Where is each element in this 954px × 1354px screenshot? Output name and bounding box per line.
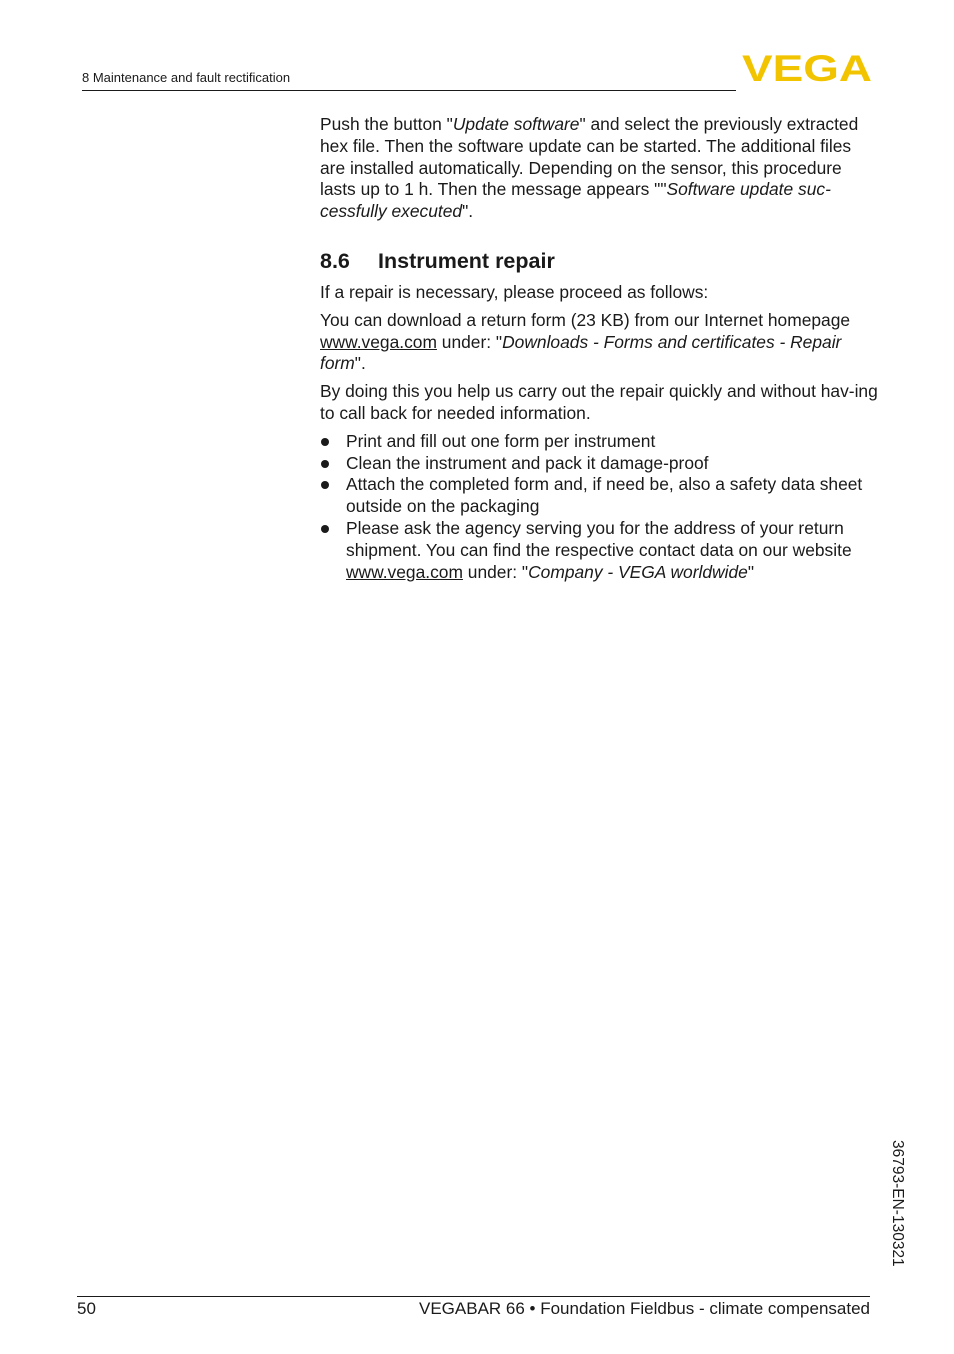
svg-text:VEGA: VEGA [742,52,872,84]
page-number: 50 [77,1299,96,1318]
footer-divider [77,1296,870,1297]
vega-logo [742,52,872,84]
vega-website-link[interactable]: www.vega.com [346,561,463,582]
return-form-paragraph: You can download a return form (23 KB) from our Internet homepage www.vega.com under: "Downloads - Forms and certificates - Repair form". [320,309,851,374]
section-heading [320,248,880,274]
section-title: Instrument repair [378,248,555,273]
section-number: 8.6 [320,248,350,273]
repair-steps-list [320,431,880,584]
document-id: 36793-EN-130321 [889,1140,906,1267]
main-content [320,114,880,583]
list-item: Clean the instrument and pack it damage-proof [320,453,880,475]
running-header: 8 Maintenance and fault rectification [82,70,291,85]
bullet-icon [321,460,329,468]
intro-paragraph: Push the button "Update software" and select the previously extracted hex file. Then the software update can be started. The additional files are installed automatically. Depending on the sensor, this procedure lasts up to 1 h. Then the message appears ""Software update suc-cessfully executed". [320,114,859,222]
list-item: Please ask the agency serving you for the address of your return shipment. You can find the respective contact data on our website www.vega.com under: "Company - VEGA worldwide" [320,518,880,583]
bullet-icon [321,438,329,446]
bullet-icon [321,481,329,489]
list-item: Attach the completed form and, if need be, also a safety data sheet outside on the packaging [320,474,880,518]
repair-intro-paragraph: If a repair is necessary, please proceed as follows: [320,281,709,302]
benefit-paragraph: By doing this you help us carry out the repair quickly and without hav-ing to call back for needed information. [320,381,878,423]
footer-document-title: VEGABAR 66 • Foundation Fieldbus - climate compensated [418,1299,870,1318]
vega-website-link[interactable]: www.vega.com [320,331,437,352]
bullet-icon [321,525,329,533]
header-divider [82,90,736,91]
list-item: Print and fill out one form per instrument [320,431,880,453]
